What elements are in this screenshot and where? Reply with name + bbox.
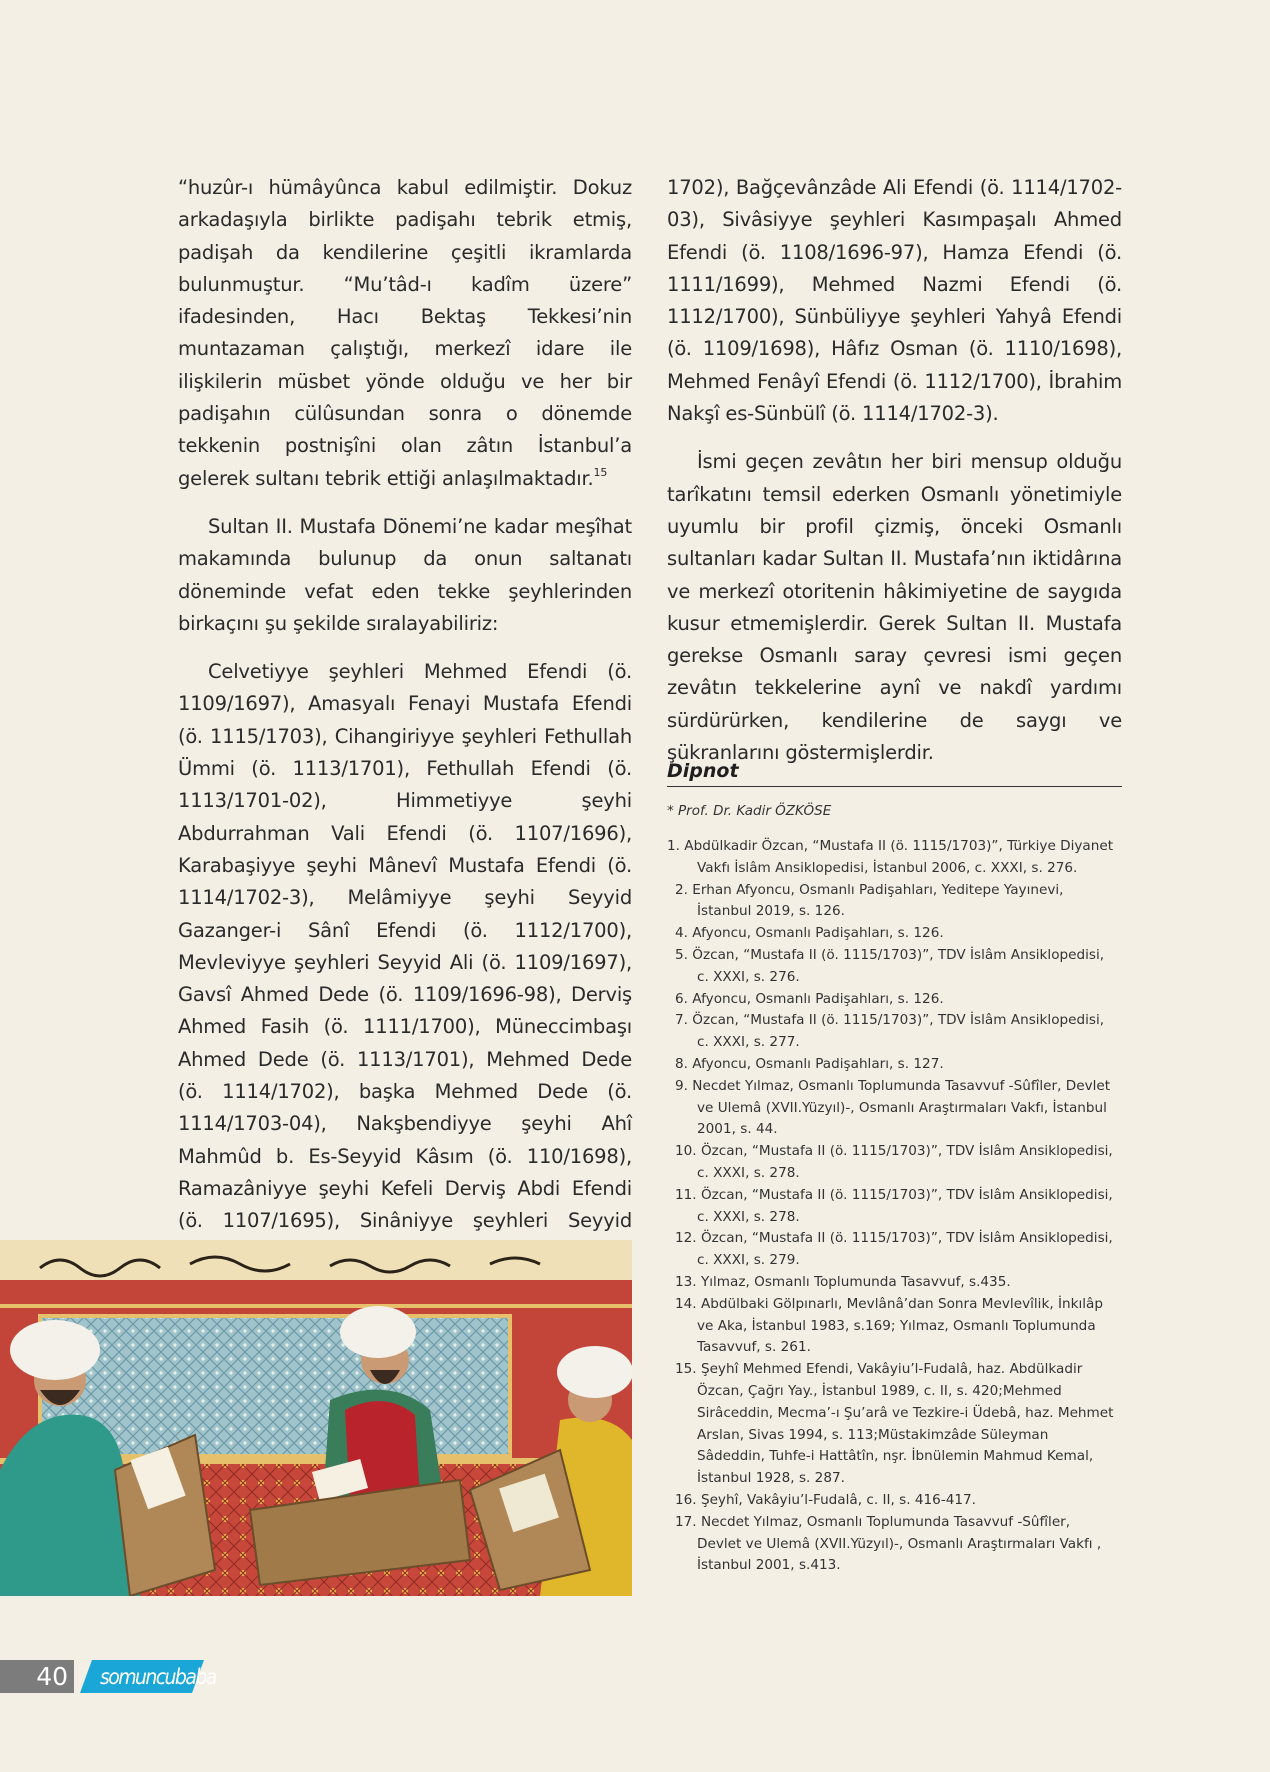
footnotes-list bbox=[667, 836, 1114, 1577]
footnote-item: 5. Özcan, “Mustafa II (ö. 1115/1703)”, TDV İslâm Ansiklopedisi, c. XXXI, s. 276. bbox=[675, 946, 1105, 985]
footnote-ref[interactable]: 15 bbox=[593, 465, 608, 479]
footnote-item: 4. Afyoncu, Osmanlı Padişahları, s. 126. bbox=[675, 925, 944, 942]
footnote-item: 12. Özcan, “Mustafa II (ö. 1115/1703)”, TDV İslâm Ansiklopedisi, c. XXXI, s. 279. bbox=[675, 1230, 1113, 1269]
footnote-item: 6. Afyoncu, Osmanlı Padişahları, s. 126. bbox=[675, 990, 944, 1007]
footnote-item: 16. Şeyhî, Vakâyiu’l-Fudalâ, c. II, s. 416-417. bbox=[675, 1491, 977, 1508]
paragraph-text: “huzûr-ı hümâyûnca kabul edilmiştir. Dokuz arkadaşıyla birlikte padişahı tebrik etmiş, padişah da kendilerine çeşitli ikramlarda bulunmuştur. “Mu’tâd-ı kadîm üzere” ifadesinden, Hacı Bektaş Tekkesi’nin muntazaman çalıştığı, merkezî idare ile ilişkilerin müsbet yönde olduğu ve her bir padişahın cülûsundan sonra o dönemde tekkenin postnişîni olan zâtın İstanbul’a gelerek sultanı tebrik ettiği anlaşılmaktadır. bbox=[178, 176, 632, 490]
miniature-illustration bbox=[0, 1240, 632, 1596]
footnote-item: 2. Erhan Afyoncu, Osmanlı Padişahları, Yeditepe Yayınevi, İstanbul 2019, s. 126. bbox=[675, 881, 1064, 920]
footnotes-heading: Dipnot bbox=[667, 760, 1122, 787]
footnote-item: 1. Abdülkadir Özcan, “Mustafa II (ö. 1115/1703)”, Türkiye Diyanet Vakfı İslâm Ansiklopedisi, İstanbul 2006, c. XXXI, s. 276. bbox=[667, 838, 1114, 876]
paragraph: 1702), Bağçevânzâde Ali Efendi (ö. 1114/1702-03), Sivâsiyye şeyhleri Kasımpaşalı Ahmed Efendi (ö. 1108/1696-97), Hamza Efendi (ö. 1111/1699), Mehmed Nazmi Efendi (ö. 1112/1700), Sünbüliyye şeyhleri Yahyâ Efendi (ö. 1109/1698), Hâfız Osman (ö. 1110/1698), Mehmed Fenâyî Efendi (ö. 1112/1700), İbrahim Nakşî es-Sünbülî (ö. 1114/1702-3). bbox=[667, 176, 1122, 426]
paragraph: Sultan II. Mustafa Dönemi’ne kadar meşîhat makamında bulunup da onun saltanatı döneminde vefat eden tekke şeyhlerinden birkaçını şu şekilde sıralayabiliriz: bbox=[178, 514, 632, 635]
footnote-item: 17. Necdet Yılmaz, Osmanlı Toplumunda Tasavvuf -Sûfîler, Devlet ve Ulemâ (XVII.Yüzyıl)-, Osmanlı Araştırmaları Vakfı , İstanbul 2001, s.413. bbox=[675, 1513, 1102, 1574]
footnote-item: 7. Özcan, “Mustafa II (ö. 1115/1703)”, TDV İslâm Ansiklopedisi, c. XXXI, s. 277. bbox=[675, 1012, 1105, 1051]
footnote-item: 9. Necdet Yılmaz, Osmanlı Toplumunda Tasavvuf -Sûfîler, Devlet ve Ulemâ (XVII.Yüzyıl)-, Osmanlı Araştırmaları Vakfı, İstanbul 2001, s. 44. bbox=[675, 1077, 1111, 1138]
paragraph: İsmi geçen zevâtın her biri mensup olduğu tarîkatını temsil ederken Osmanlı yönetimiyle uyumlu bir profil çizmiş, önceki Osmanlı sultanları kadar Sultan II. Mustafa’nın iktidârına ve merkezî otoritenin hâkimiyetine de saygıda kusur etmemişlerdir. Gerek Sultan II. Mustafa gerekse Osmanlı saray çevresi ismi geçen zevâtın tekkelerine aynî ve nakdî yardımı sürdürürken, kendilerine de saygı ve şükranlarını göstermişlerdir. bbox=[667, 450, 1122, 765]
author-note: * Prof. Dr. Kadir ÖZKÖSE bbox=[667, 803, 832, 819]
left-column bbox=[178, 172, 632, 1270]
footnote-item: 14. Abdülbaki Gölpınarlı, Mevlânâ’dan Sonra Mevlevîlik, İnkılâp ve Aka, İstanbul 1983, s.169; Yılmaz, Osmanlı Toplumunda Tasavvuf, s. 261. bbox=[675, 1295, 1103, 1356]
right-column bbox=[667, 172, 1122, 769]
footnote-item: 11. Özcan, “Mustafa II (ö. 1115/1703)”, TDV İslâm Ansiklopedisi, c. XXXI, s. 278. bbox=[675, 1186, 1113, 1225]
paragraph: Celvetiyye şeyhleri Mehmed Efendi (ö. 1109/1697), Amasyalı Fenayi Mustafa Efendi (ö. 1115/1703), Cihangiriyye şeyhleri Fethullah Ümmi (ö. 1113/1701), Fethullah Efendi (ö. 1113/1701-02), Himmetiyye şeyhi Abdurrahman Vali Efendi (ö. 1107/1696), Karabaşiyye şeyhi Mânevî Mustafa Efendi (ö. 1114/1702-3), Melâmiyye şeyhi Seyyid Gazanger-i Sânî Efendi (ö. 1112/1700), Mevleviyye şeyhleri Seyyid Ali (ö. 1109/1697), Gavsî Ahmed Dede (ö. 1109/1696-98), Derviş Ahmed Fasih (ö. 1111/1700), Müneccimbaşı Ahmed Dede (ö. 1113/1701), Mehmed Dede (ö. 1114/1702), başka Mehmed Dede (ö. 1114/1703-04), Nakşbendiyye şeyhi Ahî Mahmûd b. Es-Seyyid Kâsım (ö. 110/1698), Ramazâniyye şeyhi Kefeli Derviş Abdi Efendi (ö. 1107/1695), Sinâniyye şeyhleri Seyyid bbox=[178, 660, 632, 1233]
paragraph bbox=[178, 172, 632, 495]
footnote-item: 8. Afyoncu, Osmanlı Padişahları, s. 127. bbox=[675, 1055, 944, 1072]
brand-logo-text: somuncubaba bbox=[100, 1664, 216, 1689]
footnote-item: 15. Şeyhî Mehmed Efendi, Vakâyiu’l-Fudalâ, haz. Abdülkadir Özcan, Çağrı Yay., İstanbul 1989, c. II, s. 420;Mehmed Sirâceddin, Mecma’-ı Şu’arâ ve Tezkire-i Üdebâ, haz. Mehmet Arslan, Sivas 1994, s. 113;Müstakimzâde Süleyman Sâdeddin, Tuhfe-i Hattâtîn, nşr. İbnülemin Mahmud Kemal, İstanbul 1928, s. 287. bbox=[675, 1361, 1114, 1487]
footnote-item: 13. Yılmaz, Osmanlı Toplumunda Tasavvuf, s.435. bbox=[675, 1273, 1011, 1290]
footnote-item: 10. Özcan, “Mustafa II (ö. 1115/1703)”, TDV İslâm Ansiklopedisi, c. XXXI, s. 278. bbox=[675, 1143, 1113, 1181]
page-number: 40 bbox=[0, 1660, 74, 1693]
